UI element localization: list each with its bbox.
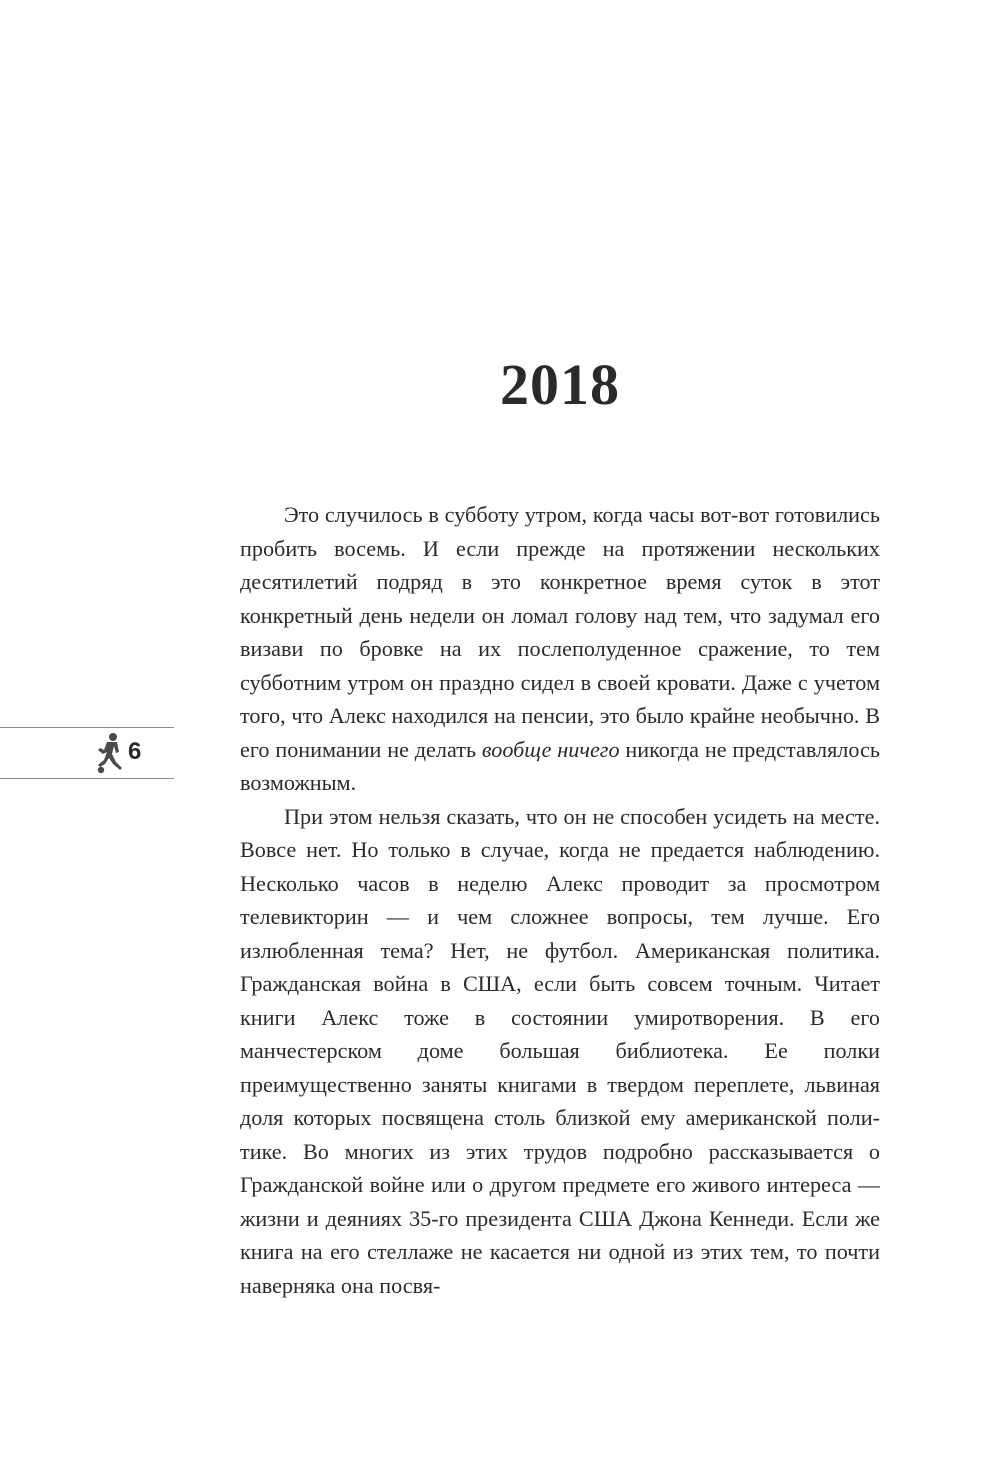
paragraph-text: никогда не представлялось возможным. [240,736,880,795]
page-folio [0,727,174,779]
paragraph [240,498,880,800]
paragraph-text: Это случилось в субботу утром, когда часы вот-вот готовились пробить восемь. И если прежде на протяжении нескольких десятилетий подряд в это конкретное время суток в этот конкретный день недели он ломал голову над тем, что задумал его визави по бровке на их послеполуденное сражение, то тем субботним утром он праздно сидел в своей кровати. Даже с учетом того, что Алекс находился на пенсии, это было крайне необычно. В его понимании не делать [240,502,880,762]
page-number: 6 [128,738,142,765]
paragraph: При этом нельзя сказать, что он не способен усидеть на месте. Вовсе нет. Но только в случае, когда не предается наблюдению. Несколько часов в неделю Алекс проводит за просмотром телевикторин — и чем сложнее вопросы, тем лучше. Его излюбленная тема? Нет, не футбол. Американская политика. Гражданская война в США, если быть совсем точным. Читает книги Алекс тоже в состоянии умиротворения. В его манчестерском доме большая библиотека. Ее полки преимущественно заняты книгами в твердом переплете, львиная доля которых посвящена столь близкой ему американской политике. Во многих из этих трудов подробно рассказывается о Гражданской войне или о другом предмете его живого интереса — жизни и деяниях 35-го президента США Джона Кеннеди. Если же книга на его стеллаже не касается ни одной из этих тем, то почти наверняка она посвя- [240,803,880,1298]
emphasis-text: вообще ничего [481,736,620,762]
chapter-title: 2018 [500,352,620,417]
football-player-icon [92,732,128,774]
body-text [240,498,880,1302]
